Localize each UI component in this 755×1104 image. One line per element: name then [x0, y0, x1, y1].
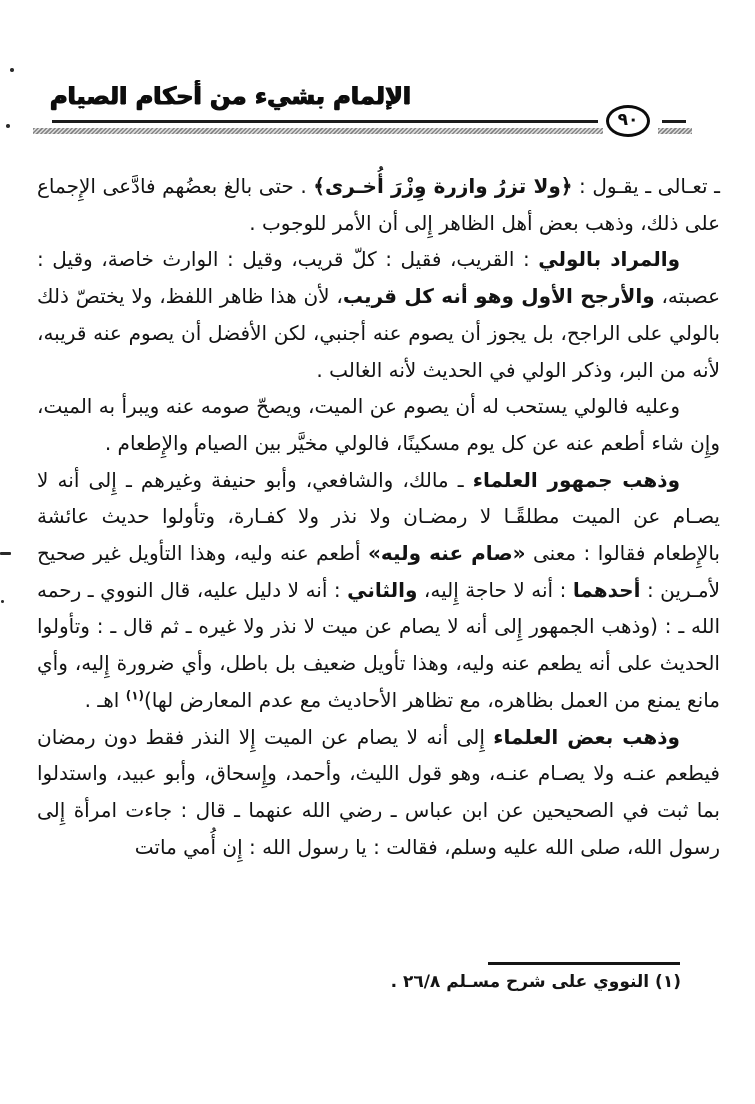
text-run: وذهب جمهور العلماء	[472, 467, 680, 492]
text-run: أحدهما	[572, 577, 641, 602]
text-run: والمراد بالولي	[538, 247, 681, 272]
text-run: والثاني	[347, 577, 418, 602]
text-run: وذهب بعض العلماء	[493, 724, 680, 749]
header-rule-right	[662, 120, 686, 123]
paragraph	[37, 462, 720, 719]
footnote-ref: (١)	[125, 688, 144, 703]
footnote-divider	[488, 962, 680, 965]
text-run: إِلى أنه لا يصام عن الميت إِلا النذر فقط دون رمضان فيطعم عنـه ولا يصـام عنـه، وهو قول الليث، وأحمد، وإِسحاق، وأبو عبيد، واستدلوا بما ثبت في الصحيحين عن ابن عباس ـ رضي الله عنهما ـ قال : جاءت امرأة إِلى رسول الله، صلى الله عليه وسلم، فقالت : يا رسول الله : إِن أُمي ماتت	[37, 724, 720, 859]
paragraph	[37, 719, 720, 866]
text-run: ، لأن هذا ظاهر اللفظ، ولا يختصّ ذلك بالولي على الراجح، بل يجوز أن يصوم عنه أجنبي، لكن الأفضل أن يصوم عنه قريبه، لأنه من البر، وذكر الولي في الحديث لأنه الغالب .	[37, 284, 720, 382]
scan-speck	[0, 552, 11, 555]
text-run: : أنه لا دليل عليه، قال النووي ـ رحمه الله ـ : (وذهب الجمهور إِلى أنه لا يصام عن ميت لا نذر ولا غيره ـ ثم قال ـ : وتأولوا الحديث على أنه يطعم عنه وليه، وهذا تأويل ضعيف بل باطل، وأي ضرورة إِليه، وأي مانع يمنع من العمل بظاهره، مع تظاهر الأحاديث مع عدم المعارض لها)	[37, 577, 720, 712]
page-number: ٩٠	[617, 109, 639, 130]
scan-speck	[6, 124, 10, 128]
text-run-hadith: «صام عنه وليه»	[367, 541, 526, 566]
text-run: اهـ .	[84, 687, 126, 712]
paragraph	[37, 388, 720, 461]
paragraph	[37, 241, 720, 388]
scan-speck	[1, 600, 4, 603]
footnote-text: (١) النووي على شرح مسـلم ٢٦/٨ .	[390, 972, 681, 992]
text-run: . حتى بالغ بعضُهم فادَّعى الإِجماع على ذلك، وذهب بعض أهل الظاهر إِلى أن الأمر للوجوب .	[37, 174, 720, 235]
page-title: الإلمام بشيء من أحكام الصيام	[50, 82, 412, 110]
text-run: : أنه لا حاجة إِليه،	[417, 577, 573, 602]
header-hatch-left	[33, 128, 603, 134]
text-run: والأرجح الأول وهو أنه كل قريب	[342, 284, 655, 309]
text-run: وعليه فالولي يستحب له أن يصوم عن الميت، ويصحّ صومه عنه ويبرأ به الميت، وإِن شاء أطعم عنه عن كل يوم مسكينًا، فالولي مخيَّر بين الصيام والإِطعام .	[37, 394, 720, 455]
text-run: ـ مالك، والشافعي، وأبو حنيفة وغيرهم ـ إِلى أنه لا يصـام عن الميت مطلقًـا لا رمضـان ولا نذر ولا كفـارة، وتأولوا حديث عائشة بالإِطعام فقالوا : معنى	[37, 467, 721, 566]
text-run-quran: ﴿ولا تزرُ وازرة وِزْرَ أُخـرى﴾	[313, 174, 573, 198]
body-text	[37, 168, 720, 865]
header-hatch-right	[658, 128, 692, 134]
page-number-badge	[606, 105, 650, 137]
scan-speck	[10, 68, 14, 72]
text-run: أطعم عنه وليه، وهذا التأويل غير صحيح لأمـرين :	[37, 541, 720, 602]
text-run: : القريب، فقيل : كلّ قريب، وقيل : الوارث خاصة، وقيل : عصبته،	[37, 247, 721, 309]
header-rule	[52, 120, 598, 123]
text-run: ـ تعـالى ـ يقـول :	[572, 174, 720, 198]
paragraph	[37, 168, 720, 241]
